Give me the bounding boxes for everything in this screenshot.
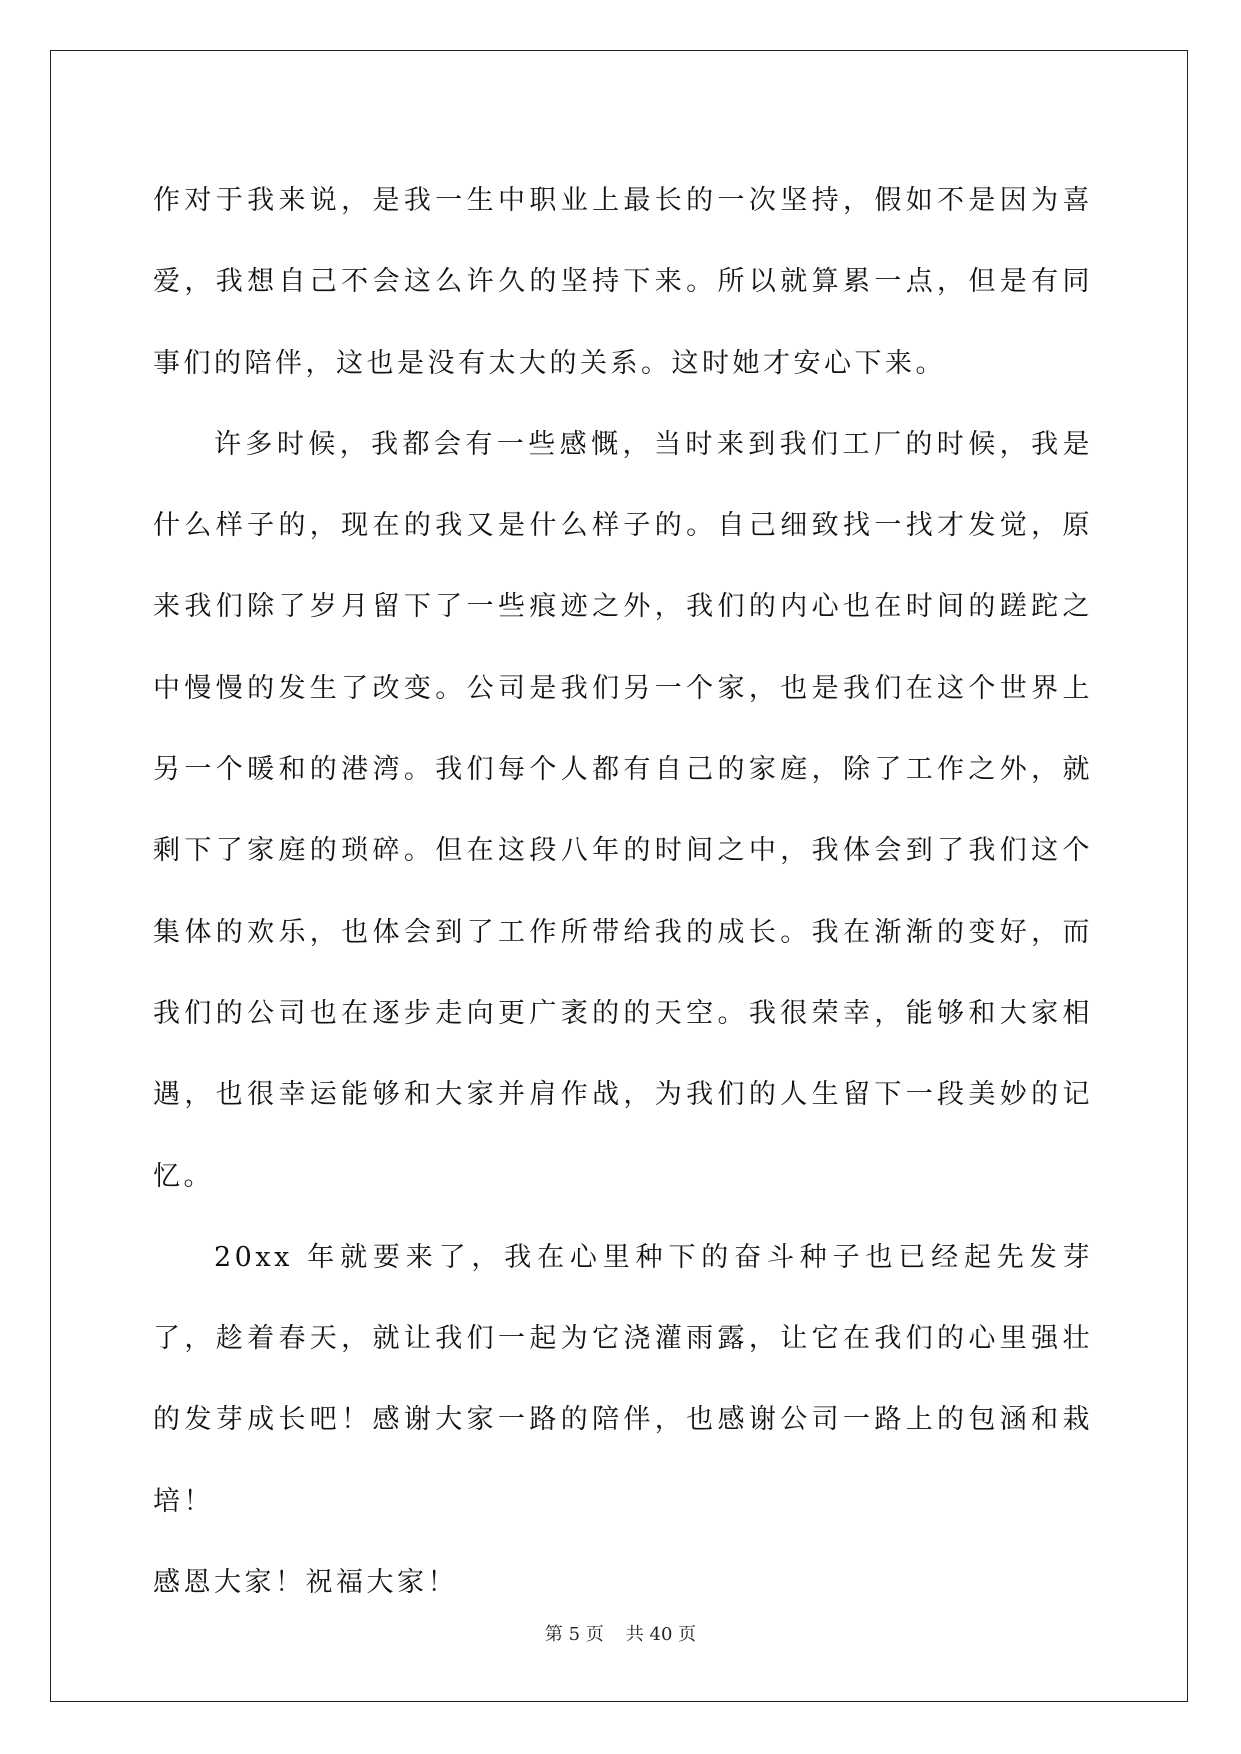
paragraph-reflection: 许多时候，我都会有一些感慨，当时来到我们工厂的时候，我是什么样子的，现在的我又是什么样子的。自己细致找一找才发觉，原来我们除了岁月留下了一些痕迹之外，我们的内心也在时间的蹉跎之中慢慢的发生了改变。公司是我们另一个家，也是我们在这个世界上另一个暖和的港湾。我们每个人都有自己的家庭，除了工作之外，就剩下了家庭的琐碎。但在这段八年的时间之中，我体会到了我们这个集体的欢乐，也体会到了工作所带给我的成长。我在渐渐的变好，而我们的公司也在逐步走向更广袤的的天空。我很荣幸，能够和大家相遇，也很幸运能够和大家并肩作战，为我们的人生留下一段美妙的记忆。: [153, 428, 1093, 1192]
paragraph-farewell: 感恩大家！祝福大家！: [153, 1567, 458, 1599]
paragraph-closing: 20xx 年就要来了，我在心里种下的奋斗种子也已经起先发芽了，趁着春天，就让我们一起为它浇灌雨露，让它在我们的心里强壮的发芽成长吧！感谢大家一路的陪伴，也感谢公司一路上的包涵和栽培！: [153, 1241, 1093, 1517]
page-number: 第 5 页: [544, 1624, 604, 1645]
page-footer: [0, 1620, 1241, 1646]
page-total: 共 40 页: [625, 1624, 697, 1645]
document-body: [153, 160, 1093, 1623]
paragraph-continuation: 作对于我来说，是我一生中职业上最长的一次坚持，假如不是因为喜爱，我想自己不会这么许久的坚持下来。所以就算累一点，但是有同事们的陪伴，这也是没有太大的关系。这时她才安心下来。: [153, 185, 1093, 379]
